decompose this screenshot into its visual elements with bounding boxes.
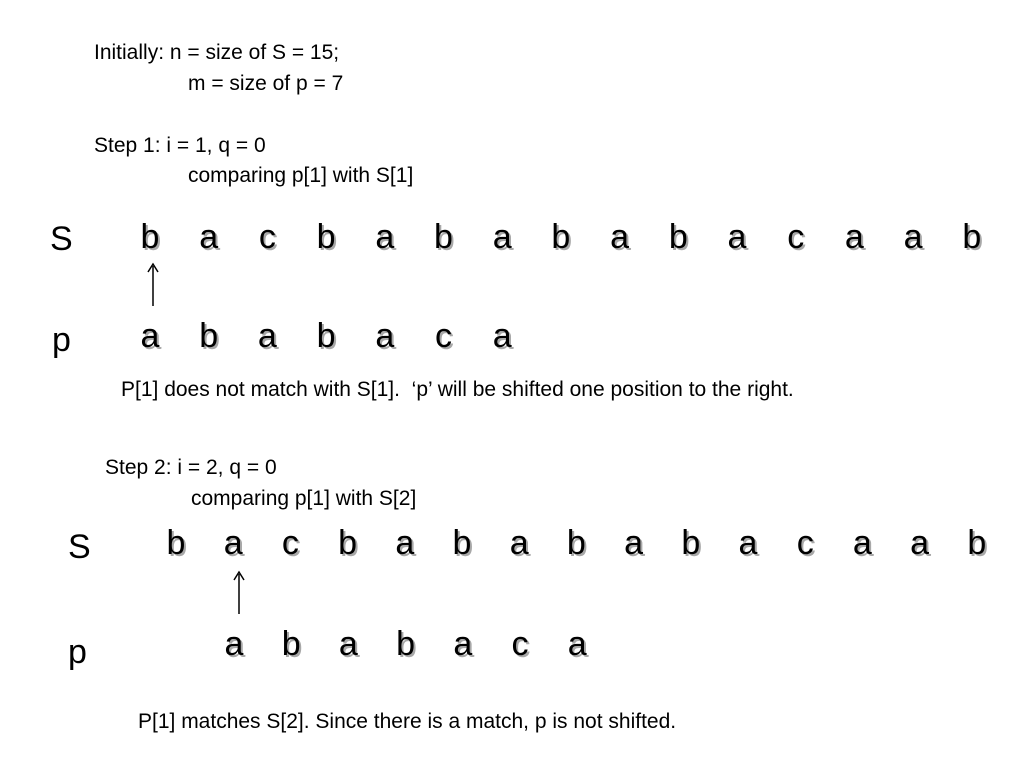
char-cell: a [375, 317, 395, 355]
char-cell: a [624, 524, 644, 562]
char-cell: a [852, 524, 872, 562]
char-cell: b [140, 218, 160, 256]
char-cell: a [844, 218, 864, 256]
char-cell: a [492, 218, 512, 256]
char-cell: c [281, 524, 299, 562]
char-cell: a [567, 625, 587, 663]
char-cell: b [166, 524, 186, 562]
char-cell: b [281, 625, 301, 663]
step2-s-string [156, 525, 1016, 565]
char-cell: a [903, 218, 923, 256]
char-cell: b [338, 524, 358, 562]
char-cell: b [551, 218, 571, 256]
char-cell: a [492, 317, 512, 355]
char-cell: b [962, 218, 982, 256]
step2-note: P[1] matches S[2]. Since there is a match, p is not shifted. [138, 710, 677, 733]
char-cell: b [668, 218, 688, 256]
step1-arrow-icon [143, 260, 163, 310]
char-cell: a [223, 524, 243, 562]
char-cell: b [452, 524, 472, 562]
intro-line-1: Initially: n = size of S = 15; [94, 41, 340, 64]
char-cell: a [727, 218, 747, 256]
char-cell: a [338, 625, 358, 663]
step1-s-string [130, 219, 1000, 259]
char-cell: a [199, 218, 219, 256]
step2-p-label: p [68, 633, 87, 671]
char-cell: a [910, 524, 930, 562]
step1-detail: comparing p[1] with S[1] [188, 164, 414, 187]
step1-p-label: p [52, 321, 71, 359]
char-cell: c [258, 218, 276, 256]
step2-s-label: S [68, 528, 91, 566]
step1-s-label: S [50, 220, 73, 258]
char-cell: b [316, 218, 336, 256]
char-cell: a [375, 218, 395, 256]
char-cell: b [681, 524, 701, 562]
char-cell: c [435, 317, 452, 355]
intro-line-2: m = size of p = 7 [188, 72, 344, 95]
char-cell: a [395, 524, 415, 562]
char-cell: a [140, 317, 160, 355]
char-cell: a [453, 625, 473, 663]
step1-p-string [130, 318, 550, 358]
char-cell: a [224, 625, 244, 663]
char-cell: a [257, 317, 277, 355]
char-cell: c [796, 524, 814, 562]
step1-title: Step 1: i = 1, q = 0 [94, 134, 266, 157]
step2-title: Step 2: i = 2, q = 0 [105, 456, 277, 479]
char-cell: a [738, 524, 758, 562]
char-cell: a [610, 218, 630, 256]
char-cell: b [434, 218, 453, 256]
char-cell: c [787, 218, 805, 256]
step2-detail: comparing p[1] with S[2] [191, 487, 417, 510]
char-cell: b [199, 317, 219, 355]
char-cell: b [566, 524, 586, 562]
step1-note: P[1] does not match with S[1]. ‘p’ will be shifted one position to the right. [121, 378, 794, 401]
char-cell: b [396, 625, 416, 663]
char-cell: c [511, 625, 529, 663]
char-cell: b [967, 524, 987, 562]
step2-arrow-icon [229, 568, 249, 618]
char-cell: b [316, 317, 336, 355]
char-cell: a [509, 524, 529, 562]
step2-p-string [214, 626, 614, 666]
